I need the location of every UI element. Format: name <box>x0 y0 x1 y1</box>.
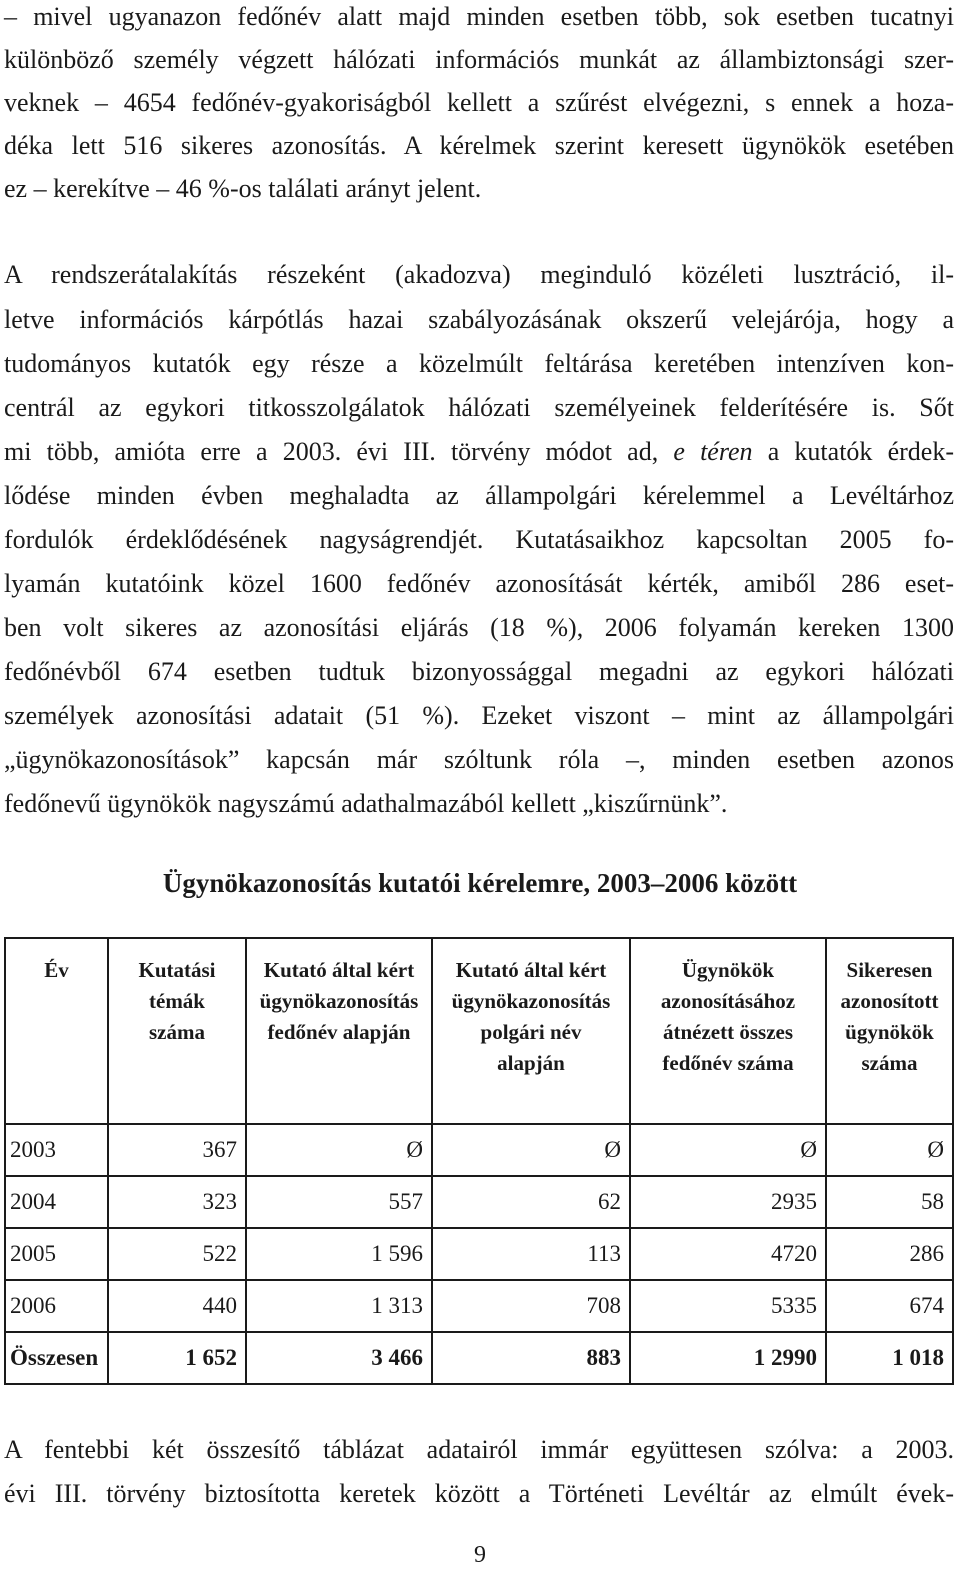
table-cell: 440 <box>108 1280 246 1332</box>
text-line: lődése minden évben meghaladta az állampolgári kérelemmel a Levéltárhoz <box>4 481 954 510</box>
text-line: tudományos kutatók egy része a közelmúlt feltárása keretében intenzíven kon- <box>4 349 954 378</box>
table-cell: 2006 <box>5 1280 108 1332</box>
total-row <box>5 1332 953 1384</box>
text-span: a kutatók érdek- <box>752 437 954 466</box>
table-row <box>5 1280 953 1332</box>
table-cell: 1 313 <box>246 1280 432 1332</box>
table-title: Ügynökazonosítás kutatói kérelemre, 2003–2006 között <box>162 868 798 898</box>
table-cell: 557 <box>246 1176 432 1228</box>
table-cell: Ø <box>630 1124 826 1176</box>
table-cell: 1 018 <box>826 1332 953 1384</box>
table-row <box>5 1124 953 1176</box>
text-line: – mivel ugyanazon fedőnév alatt majd minden esetben több, sok esetben tucatnyi <box>4 2 954 31</box>
col-header-identified-agents: Sikeresen azonosított ügynökök száma <box>826 938 953 1124</box>
text-line: letve információs kárpótlás hazai szabályozásának okszerű velejárója, hogy a <box>4 305 954 334</box>
text-line: személyek azonosítási adatait (51 %). Ezeket viszont – mint az állampolgári <box>4 701 954 730</box>
data-table <box>4 937 954 1385</box>
table-cell: 62 <box>432 1176 630 1228</box>
page-number: 9 <box>474 1542 486 1568</box>
text-line: fedőnevű ügynökök nagyszámú adathalmazából kellett „kiszűrnünk”. <box>4 789 728 818</box>
text-line: centrál az egykori titkosszolgálatok hálózati személyeinek felderítésére is. Sőt <box>4 393 954 422</box>
text-line: fordulók érdeklődésének nagyságrendjét. Kutatásaikhoz kapcsoltan 2005 fo- <box>4 525 954 554</box>
col-header-year: Év <box>5 938 108 1124</box>
text-line: déka lett 516 sikeres azonosítás. A kérelmek szerint keresett ügynökök esetében <box>4 131 954 160</box>
table-cell: 5335 <box>630 1280 826 1332</box>
table-cell: 58 <box>826 1176 953 1228</box>
table-cell: 1 652 <box>108 1332 246 1384</box>
text-line: veknek – 4654 fedőnév-gyakoriságból kellett a szűrést elvégezni, s ennek a hoza- <box>4 88 954 117</box>
text-line: ez – kerekítve – 46 %-os találati arányt jelent. <box>4 174 482 203</box>
text-line: ben volt sikeres az azonosítási eljárás (18 %), 2006 folyamán kereken 1300 <box>4 613 954 642</box>
col-header-reviewed-codenames: Ügynökök azonosításához átnézett összes fedőnév száma <box>630 938 826 1124</box>
col-header-civilname-requests: Kutató által kért ügynökazonosítás polgári név alapján <box>432 938 630 1124</box>
text-line: A rendszerátalakítás részeként (akadozva) meginduló közéleti lusztráció, il- <box>4 260 954 289</box>
table-cell: 708 <box>432 1280 630 1332</box>
table-cell: 2004 <box>5 1176 108 1228</box>
text-line: „ügynökazonosítások” kapcsán már szóltunk róla –, minden esetben azonos <box>4 745 954 774</box>
table-cell: 674 <box>826 1280 953 1332</box>
text-line: lyamán kutatóink közel 1600 fedőnév azonosítását kérték, amiből 286 eset- <box>4 569 954 598</box>
table-cell: 323 <box>108 1176 246 1228</box>
text-span: mi több, amióta erre a 2003. évi III. törvény módot ad, <box>4 437 674 466</box>
table-cell: 1 596 <box>246 1228 432 1280</box>
table-cell: 2003 <box>5 1124 108 1176</box>
table-cell: 522 <box>108 1228 246 1280</box>
table-row <box>5 1228 953 1280</box>
table-cell: 3 466 <box>246 1332 432 1384</box>
table-cell: 1 2990 <box>630 1332 826 1384</box>
table-cell: 2935 <box>630 1176 826 1228</box>
text-line: évi III. törvény biztosította keretek között a Történeti Levéltár az elmúlt évek- <box>4 1479 954 1508</box>
table-cell: 883 <box>432 1332 630 1384</box>
table-row <box>5 1176 953 1228</box>
table-cell: Ø <box>432 1124 630 1176</box>
text-line: különböző személy végzett hálózati információs munkát az állambiztonsági szer- <box>4 45 954 74</box>
table-cell: Ø <box>246 1124 432 1176</box>
col-header-codename-requests: Kutató által kért ügynökazonosítás fedőnév alapján <box>246 938 432 1124</box>
italic-phrase: e téren <box>673 437 753 466</box>
table-cell: 4720 <box>630 1228 826 1280</box>
table-cell: Összesen <box>5 1332 108 1384</box>
col-header-topics: Kutatási témák száma <box>108 938 246 1124</box>
header-row <box>5 938 953 1124</box>
table-cell: 367 <box>108 1124 246 1176</box>
table-cell: 113 <box>432 1228 630 1280</box>
table-cell: 286 <box>826 1228 953 1280</box>
text-line <box>4 437 954 467</box>
text-line: A fentebbi két összesítő táblázat adatairól immár együttesen szólva: a 2003. <box>4 1435 954 1464</box>
table-cell: 2005 <box>5 1228 108 1280</box>
table-cell: Ø <box>826 1124 953 1176</box>
text-line: fedőnévből 674 esetben tudtuk bizonyossággal megadni az egykori hálózati <box>4 657 954 686</box>
